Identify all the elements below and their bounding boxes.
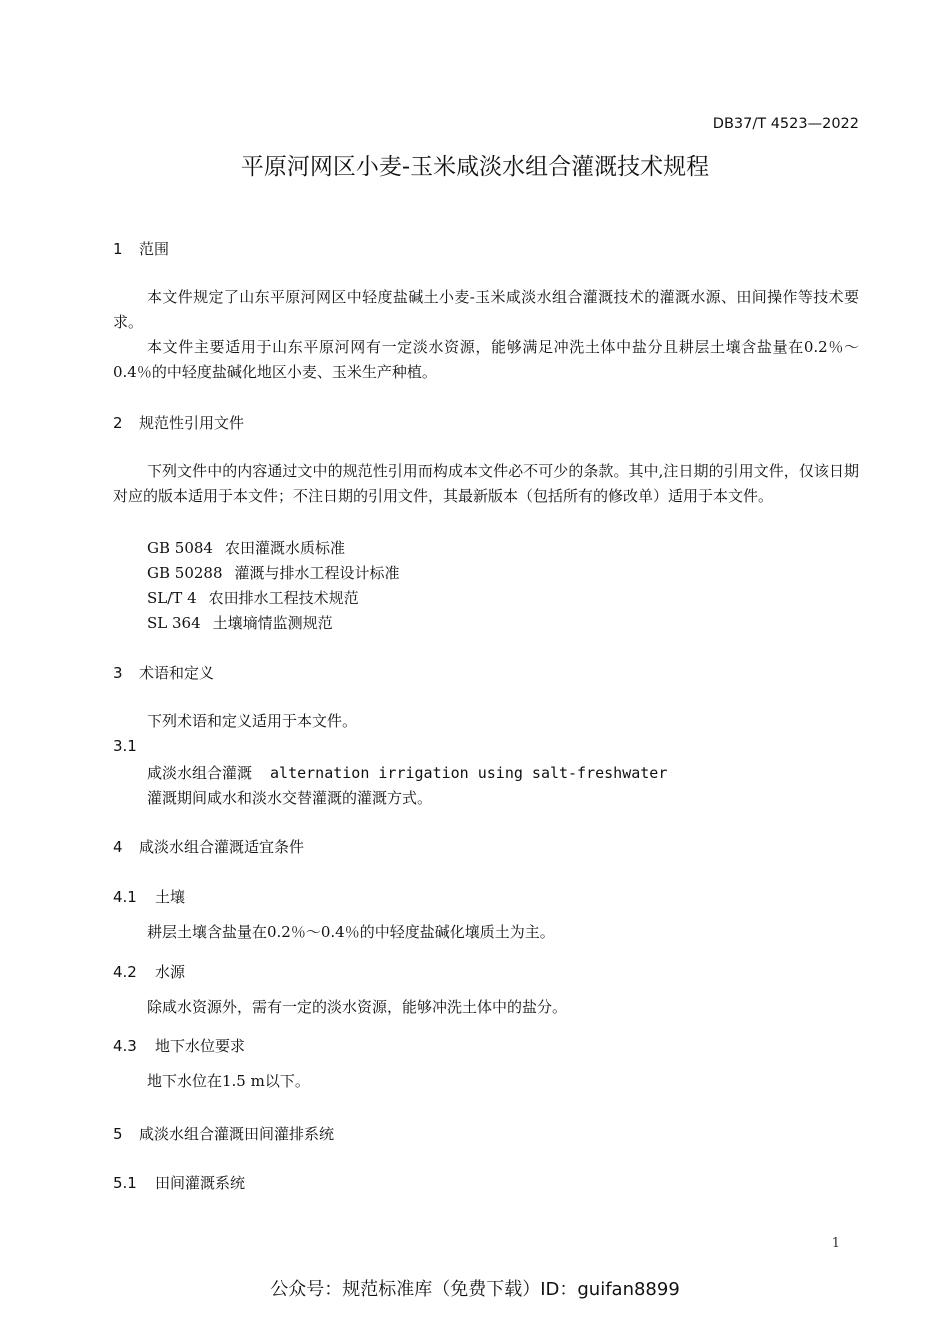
subsection-4-3-heading xyxy=(113,1035,245,1056)
section-3-heading xyxy=(113,662,214,683)
term-english: alternation irrigation using salt-freshwater xyxy=(270,764,668,782)
document-title: 平原河网区小麦-玉米咸淡水组合灌溉技术规程 xyxy=(240,154,710,180)
subsection-title: 土壤 xyxy=(155,888,186,906)
references-intro: 下列文件中的内容通过文中的规范性引用而构成本文件必不可少的条款。其中,注日期的引用文件，仅该日期对应的版本适用于本文件；不注日期的引用文件，其最新版本（包括所有的修改单）适用于本文件。 xyxy=(113,462,859,505)
subsection-4-2-heading xyxy=(113,961,185,982)
reference-code: GB 50288 xyxy=(147,564,223,582)
page-number: 1 xyxy=(831,1236,840,1251)
reference-name: 灌溉与排水工程设计标准 xyxy=(234,564,400,582)
section-number: 5 xyxy=(113,1125,123,1143)
section-2-heading xyxy=(113,412,244,433)
scope-paragraph-1: 本文件规定了山东平原河网区中轻度盐碱土小麦-玉米咸淡水组合灌溉技术的灌溉水源、田间操作等技术要求。 xyxy=(113,288,859,331)
section-4-heading xyxy=(113,836,304,857)
subsection-title: 水源 xyxy=(155,963,186,981)
subsection-title: 地下水位要求 xyxy=(155,1037,246,1055)
reference-name: 农田灌溉水质标准 xyxy=(224,539,345,557)
term-entry xyxy=(147,762,667,783)
reference-item xyxy=(147,587,359,608)
subsection-number: 4.1 xyxy=(113,888,137,906)
subsection-number: 4.2 xyxy=(113,963,137,981)
section-title: 范围 xyxy=(139,240,170,258)
section-title: 咸淡水组合灌溉适宜条件 xyxy=(139,838,305,856)
groundwater-paragraph: 地下水位在1.5 m以下。 xyxy=(147,1072,310,1090)
subsection-title: 田间灌溉系统 xyxy=(155,1174,246,1192)
terms-intro: 下列术语和定义适用于本文件。 xyxy=(147,712,358,730)
section-number: 4 xyxy=(113,838,123,856)
section-title: 术语和定义 xyxy=(139,664,215,682)
section-5-heading xyxy=(113,1123,334,1144)
reference-code: GB 5084 xyxy=(147,539,213,557)
scope-paragraph-2: 本文件主要适用于山东平原河网有一定淡水资源，能够满足冲洗土体中盐分且耕层土壤含盐量在0.2％～0.4％的中轻度盐碱化地区小麦、玉米生产种植。 xyxy=(113,338,859,381)
term-definition: 灌溉期间咸水和淡水交替灌溉的灌溉方式。 xyxy=(147,789,433,807)
subsection-5-1-heading xyxy=(113,1172,245,1193)
reference-item xyxy=(147,612,333,633)
reference-code: SL 364 xyxy=(147,614,201,632)
footer-watermark-text: 公众号：规范标准库（免费下载）ID：guifan8899 xyxy=(270,1279,680,1300)
standard-number: DB37/T 4523—2022 xyxy=(712,116,859,132)
section-title: 咸淡水组合灌溉田间灌排系统 xyxy=(139,1125,335,1143)
reference-name: 农田排水工程技术规范 xyxy=(208,589,359,607)
subsection-4-1-heading xyxy=(113,886,185,907)
section-1-heading xyxy=(113,238,169,259)
term-number: 3.1 xyxy=(113,737,137,755)
soil-paragraph: 耕层土壤含盐量在0.2％～0.4％的中轻度盐碱化壤质土为主。 xyxy=(147,923,555,941)
subsection-number: 5.1 xyxy=(113,1174,137,1192)
water-source-paragraph: 除咸水资源外，需有一定的淡水资源，能够冲洗土体中的盐分。 xyxy=(147,998,568,1016)
reference-item xyxy=(147,562,400,583)
section-number: 2 xyxy=(113,414,123,432)
section-title: 规范性引用文件 xyxy=(139,414,245,432)
section-number: 3 xyxy=(113,664,123,682)
subsection-number: 4.3 xyxy=(113,1037,137,1055)
reference-name: 土壤墒情监测规范 xyxy=(212,614,333,632)
section-number: 1 xyxy=(113,240,123,258)
term-chinese: 咸淡水组合灌溉 xyxy=(147,764,253,782)
reference-item xyxy=(147,537,345,558)
reference-code: SL/T 4 xyxy=(147,589,197,607)
